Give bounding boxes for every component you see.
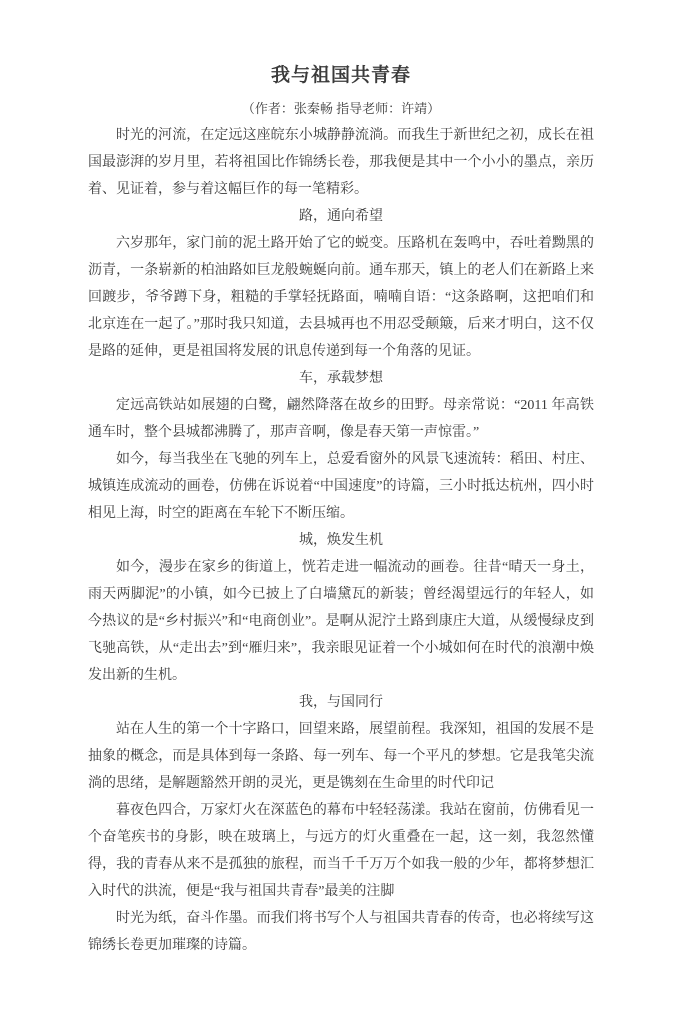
essay-byline: （作者：张秦畅 指导老师：许靖） — [241, 101, 441, 116]
section-heading-city: 城，焕发生机 — [299, 533, 383, 548]
essay-paragraph: 站在人生的第一个十字路口，回望来路，展望前程。我深知，祖国的发展不是抽象的概念，而是具体到每一条路、每一列车、每一个平凡的梦想。它是我笔尖流淌的思绪，是解题豁然开朗的灵光，更是镌刻在生命里的时代印记 — [88, 722, 594, 791]
essay-title: 我与祖国共青春 — [270, 65, 411, 86]
essay-paragraph: 如今，每当我坐在飞驰的列车上，总爱看窗外的风景飞速流转：稻田、村庄、城镇连成流动的画卷，仿佛在诉说着“中国速度”的诗篇，三小时抵达杭州，四小时相见上海，时空的距离在车轮下不断压缩。 — [88, 452, 594, 521]
essay-paragraph: 时光为纸，奋斗作墨。而我们将书写个人与祖国共青春的传奇，也必将续写这锦绣长卷更加璀璨的诗篇。 — [88, 911, 594, 953]
section-heading-me: 我，与国同行 — [299, 695, 383, 710]
section-heading-road: 路，通向希望 — [299, 209, 383, 224]
essay-paragraph: 如今，漫步在家乡的街道上，恍若走进一幅流动的画卷。往昔“晴天一身土，雨天两脚泥”的小镇，如今已披上了白墙黛瓦的新装；曾经渴望远行的年轻人，如今热议的是“乡村振兴”和“电商创业”。是啊从泥泞土路到康庄大道，从缓慢绿皮到飞驰高铁，从“走出去”到“雁归来”，我亲眼见证着一个小城如何在时代的浪潮中焕发出新的生机。 — [88, 560, 594, 683]
section-heading-train: 车，承载梦想 — [299, 371, 383, 386]
essay-paragraph: 时光的河流，在定远这座皖东小城静静流淌。而我生于新世纪之初，成长在祖国最澎湃的岁月里，若将祖国比作锦绣长卷，那我便是其中一个小小的墨点，亲历着、见证着，参与着这幅巨作的每一笔精彩。 — [88, 128, 594, 197]
essay-paragraph: 六岁那年，家门前的泥土路开始了它的蜕变。压路机在轰鸣中，吞吐着黝黑的沥青，一条崭新的柏油路如巨龙般蜿蜒向前。通车那天，镇上的老人们在新路上来回踱步，爷爷蹲下身，粗糙的手掌轻抚路面，喃喃自语：“这条路啊，这把咱们和北京连在一起了。”那时我只知道，去县城再也不用忍受颠簸，后来才明白，这不仅是路的延伸，更是祖国将发展的讯息传递到每一个角落的见证。 — [88, 236, 594, 359]
essay-paragraph: 暮夜色四合，万家灯火在深蓝色的幕布中轻轻荡漾。我站在窗前，仿佛看见一个奋笔疾书的身影，映在玻璃上，与远方的灯火重叠在一起，这一刻，我忽然懂得，我的青春从来不是孤独的旅程，而当千千万万个如我一般的少年，都将梦想汇入时代的洪流，便是“我与祖国共青春”最美的注脚 — [88, 803, 594, 899]
essay-paragraph: 定远高铁站如展翅的白鹭，翩然降落在故乡的田野。母亲常说：“2011 年高铁通车时，整个县城都沸腾了，那声音啊，像是春天第一声惊雷。” — [88, 398, 594, 440]
